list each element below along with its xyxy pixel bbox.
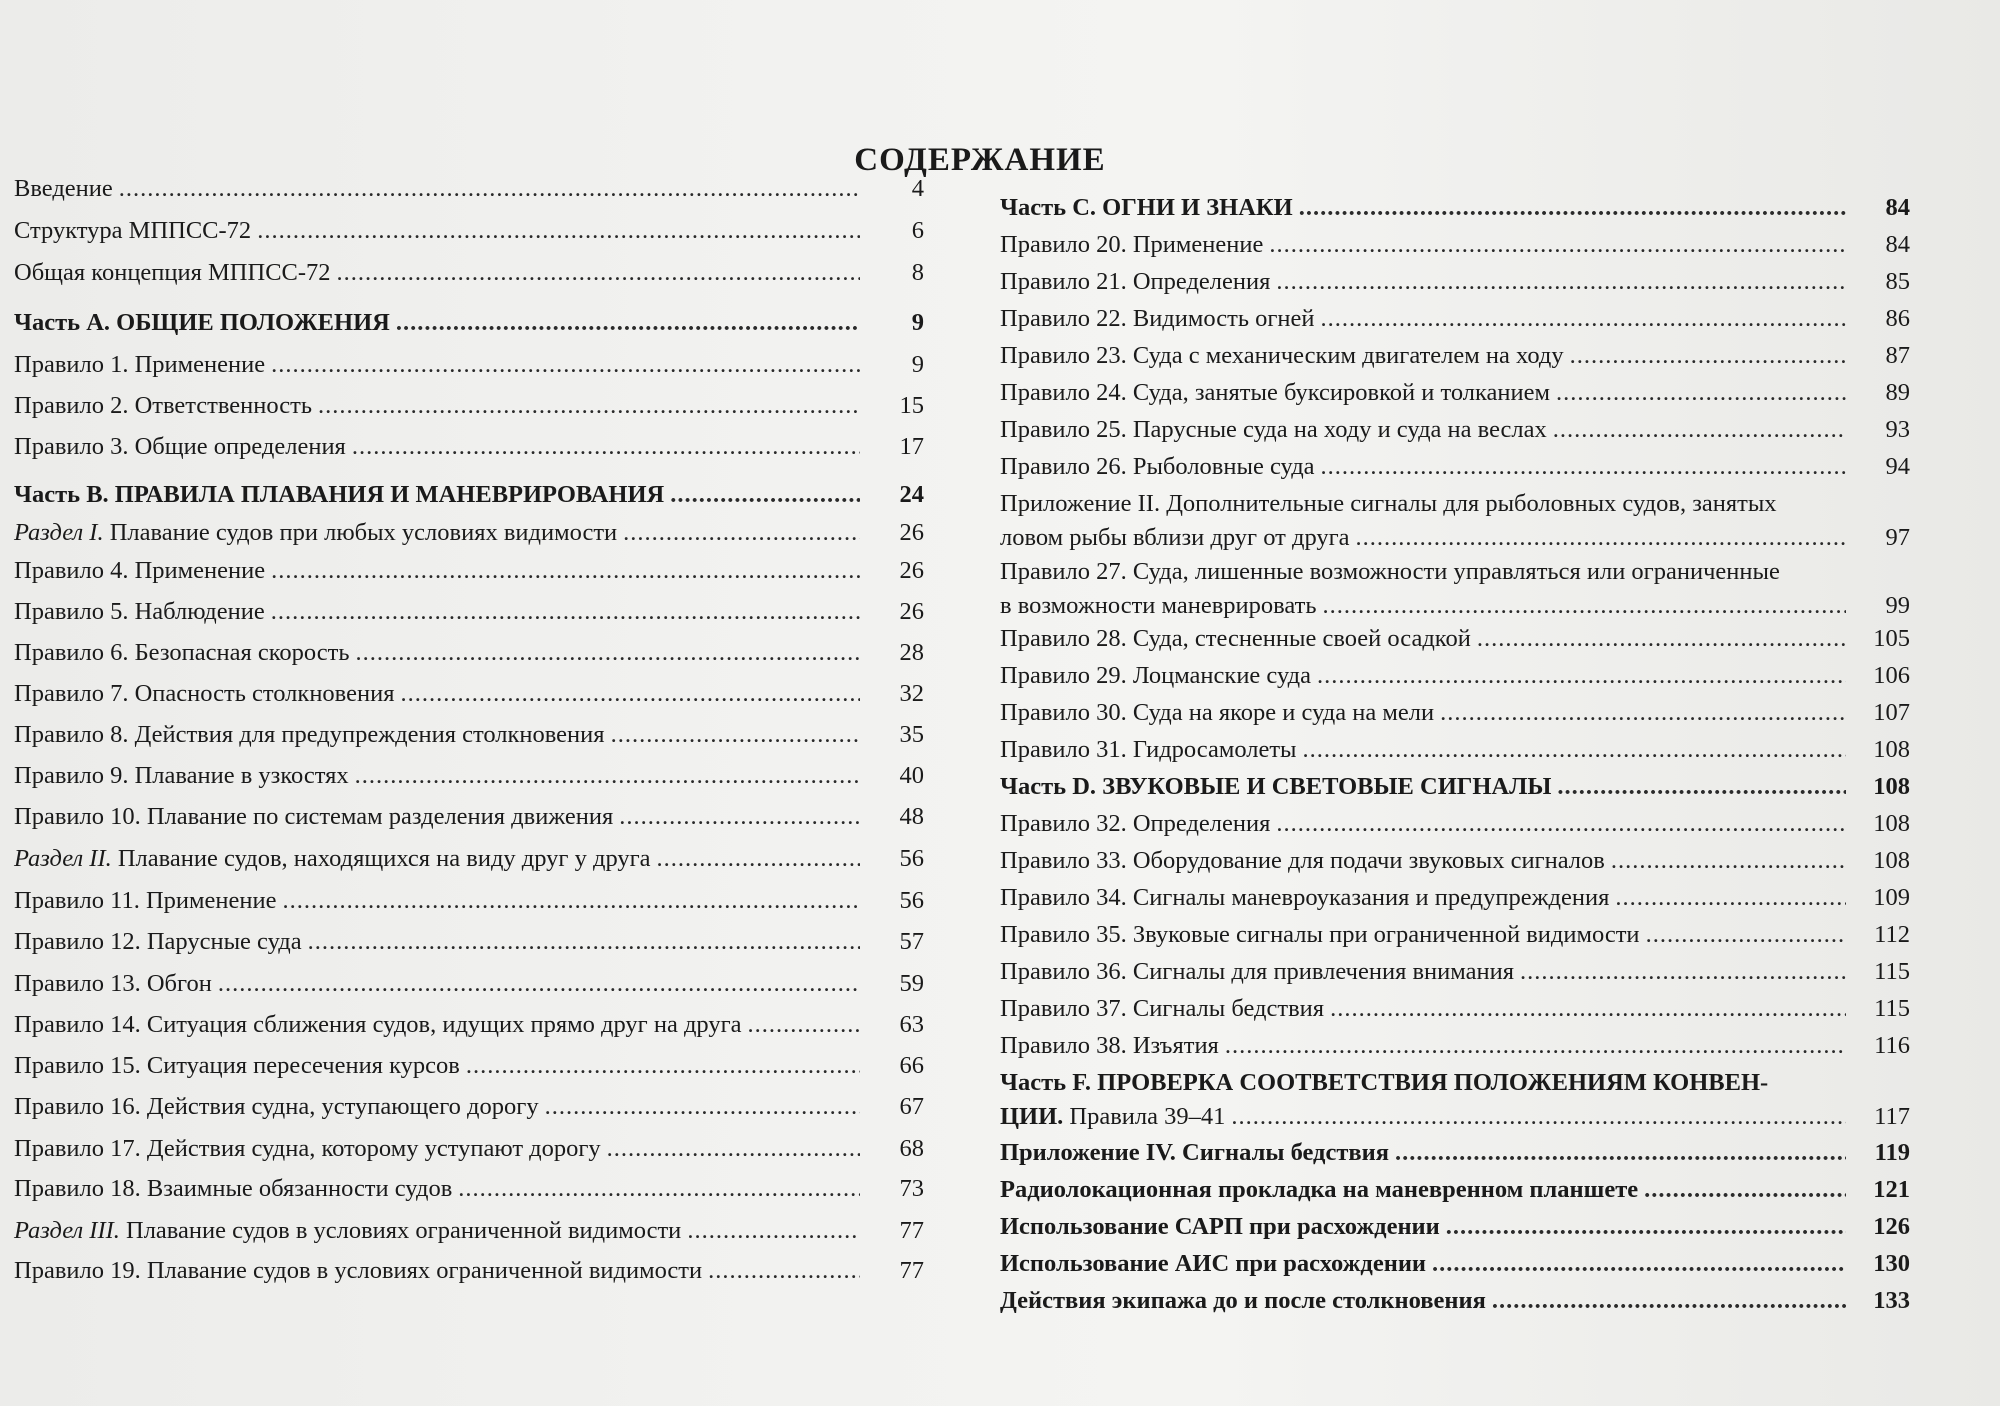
toc-page-number: 117: [1874, 1103, 1910, 1130]
toc-entry: [14, 718, 924, 752]
toc-page-number: 97: [1885, 524, 1910, 551]
dot-leader: [545, 1090, 860, 1124]
dot-leader: [1303, 733, 1846, 767]
dot-leader: [282, 884, 860, 918]
toc-entry-title: в возможности маневрировать: [1000, 592, 1317, 619]
toc-entry-multiline: [1000, 555, 1910, 623]
toc-page-number: 121: [1873, 1176, 1910, 1203]
toc-part-heading: [1000, 1173, 1910, 1207]
toc-entry: [1000, 1029, 1910, 1063]
toc-entry: [1000, 733, 1910, 767]
toc-page-number: 93: [1885, 416, 1910, 443]
toc-page-number: 28: [899, 639, 924, 666]
toc-page-number: 112: [1874, 921, 1910, 948]
toc-entry-title: Правило 9. Плавание в узкостях: [14, 762, 349, 789]
toc-entry: [14, 800, 924, 834]
toc-entry-title: Правило 19. Плавание судов в условиях ограниченной видимости: [14, 1257, 703, 1284]
dot-leader: [218, 967, 860, 1001]
dot-leader: [458, 1172, 860, 1206]
toc-entry-title: Использование АИС при расхождении: [1000, 1250, 1427, 1277]
dot-leader: [1317, 659, 1846, 693]
toc-entry-title: Правило 33. Оборудование для подачи звуковых сигналов: [1000, 847, 1605, 874]
toc-entry-title: Правила 39–41: [1063, 1103, 1226, 1130]
toc-part-heading: [14, 478, 924, 512]
toc-entry-title: Приложение IV. Сигналы бедствия: [1000, 1139, 1389, 1166]
toc-page-number: 106: [1873, 662, 1910, 689]
dot-leader: [1646, 918, 1846, 952]
dot-leader: [1477, 622, 1846, 656]
dot-leader: [308, 925, 860, 959]
toc-section-label: Раздел III.: [14, 1217, 120, 1244]
toc-page-number: 26: [899, 598, 924, 625]
dot-leader: [1330, 992, 1846, 1026]
toc-page-number: 67: [899, 1093, 924, 1120]
toc-page-number: 99: [1885, 592, 1910, 619]
toc-entry-title-line1: Правило 27. Суда, лишенные возможности управляться или ограниченные: [1000, 558, 1780, 585]
dot-leader: [607, 1132, 860, 1166]
dot-leader: [687, 1214, 860, 1248]
toc-entry: [14, 430, 924, 464]
toc-entry: [14, 925, 924, 959]
toc-entry-title: Правило 14. Ситуация сближения судов, идущих прямо друг на друга: [14, 1011, 742, 1038]
toc-entry-title: Правило 6. Безопасная скорость: [14, 639, 350, 666]
toc-entry: [14, 1254, 924, 1288]
toc-page-number: 35: [899, 721, 924, 748]
toc-entry: [14, 595, 924, 629]
dot-leader: [1492, 1284, 1846, 1318]
toc-page-number: 109: [1873, 884, 1910, 911]
toc-entry-title: Правило 32. Определения: [1000, 810, 1271, 837]
dot-leader: [1556, 376, 1846, 410]
toc-page-number: 119: [1874, 1139, 1910, 1166]
toc-page-number: 126: [1873, 1213, 1910, 1240]
toc-entry: [14, 1008, 924, 1042]
dot-leader: [396, 306, 860, 340]
dot-leader: [271, 595, 860, 629]
toc-part-heading: [1000, 1136, 1910, 1170]
page-title: СОДЕРЖАНИЕ: [854, 142, 1106, 178]
toc-part-heading-multiline: [1000, 1066, 1910, 1134]
toc-entry: [14, 884, 924, 918]
toc-entry-title: Правило 38. Изъятия: [1000, 1032, 1219, 1059]
toc-page-number: 57: [899, 928, 924, 955]
toc-page-number: 59: [899, 970, 924, 997]
toc-entry-title: Правило 4. Применение: [14, 557, 266, 584]
dot-leader: [466, 1049, 860, 1083]
toc-entry-title: Правило 24. Суда, занятые буксировкой и толканием: [1000, 379, 1551, 406]
dot-leader: [1615, 881, 1846, 915]
toc-entry-title: Правило 10. Плавание по системам разделения движения: [14, 803, 614, 830]
toc-section-entry: [14, 1214, 924, 1248]
dot-leader: [708, 1254, 860, 1288]
toc-entry: [14, 1172, 924, 1206]
dot-leader: [356, 636, 860, 670]
dot-leader: [1356, 521, 1846, 555]
dot-leader: [1321, 450, 1846, 484]
dot-leader: [1520, 955, 1846, 989]
toc-entry: [14, 554, 924, 588]
toc-entry: [14, 348, 924, 382]
toc-page-number: 8: [911, 259, 924, 286]
dot-leader: [619, 800, 860, 834]
toc-page-number: 84: [1885, 231, 1910, 258]
toc-entry-title: Правило 36. Сигналы для привлечения внимания: [1000, 958, 1514, 985]
toc-entry-title: Правило 35. Звуковые сигналы при ограниченной видимости: [1000, 921, 1640, 948]
toc-page-number: 66: [899, 1052, 924, 1079]
toc-section-entry: [14, 842, 924, 876]
toc-entry-title: Часть B. ПРАВИЛА ПЛАВАНИЯ И МАНЕВРИРОВАНИЯ: [14, 481, 665, 508]
toc-entry: [1000, 376, 1910, 410]
dot-leader: [271, 554, 860, 588]
toc-section-label: Раздел II.: [14, 845, 112, 872]
dot-leader: [1446, 1210, 1846, 1244]
toc-part-heading: [1000, 1247, 1910, 1281]
toc-page-number: 115: [1874, 995, 1910, 1022]
toc-entry: [1000, 265, 1910, 299]
toc-entry-title-line1: Часть F. ПРОВЕРКА СООТВЕТСТВИЯ ПОЛОЖЕНИЯМ КОНВЕН-: [1000, 1069, 1769, 1096]
dot-leader: [1276, 265, 1846, 299]
toc-page-number: 89: [1885, 379, 1910, 406]
toc-entry-multiline: [1000, 487, 1910, 555]
dot-leader: [257, 214, 860, 248]
toc-page-number: 32: [899, 680, 924, 707]
dot-leader: [1231, 1100, 1846, 1134]
toc-entry: [1000, 413, 1910, 447]
toc-section-label: Раздел I.: [14, 519, 104, 546]
toc-entry-title: Правило 29. Лоцманские суда: [1000, 662, 1312, 689]
toc-page-number: 77: [899, 1257, 924, 1284]
toc-page-number: 108: [1873, 847, 1910, 874]
toc-page-number: 26: [899, 557, 924, 584]
toc-page-number: 130: [1873, 1250, 1910, 1277]
toc-entry-title: Правило 13. Обгон: [14, 970, 212, 997]
dot-leader: [400, 677, 860, 711]
toc-entry-title: Правило 18. Взаимные обязанности судов: [14, 1175, 453, 1202]
toc-entry-title: Правило 22. Видимость огней: [1000, 305, 1315, 332]
toc-page-number: 107: [1873, 699, 1910, 726]
toc-entry: [14, 256, 924, 290]
dot-leader: [670, 478, 860, 512]
dot-leader: [1276, 807, 1846, 841]
dot-leader: [1321, 302, 1846, 336]
toc-entry-title: Правило 2. Ответственность: [14, 392, 313, 419]
toc-entry: [1000, 918, 1910, 952]
toc-page-number: 48: [899, 803, 924, 830]
toc-entry-title: Правило 23. Суда с механическим двигателем на ходу: [1000, 342, 1564, 369]
toc-page-number: 85: [1885, 268, 1910, 295]
dot-leader: [1299, 191, 1846, 225]
toc-entry: [14, 677, 924, 711]
toc-page-number: 9: [911, 351, 924, 378]
toc-entry-title: ловом рыбы вблизи друг от друга: [1000, 524, 1350, 551]
dot-leader: [1269, 228, 1846, 262]
toc-entry-title: Правило 12. Парусные суда: [14, 928, 302, 955]
toc-entry-title: Часть A. ОБЩИЕ ПОЛОЖЕНИЯ: [14, 309, 390, 336]
toc-entry-title: Правило 7. Опасность столкновения: [14, 680, 395, 707]
toc-entry: [1000, 696, 1910, 730]
toc-page-number: 63: [899, 1011, 924, 1038]
toc-entry: [1000, 622, 1910, 656]
dot-leader: [1611, 844, 1846, 878]
toc-entry: [1000, 844, 1910, 878]
toc-entry-title: Структура МППСС-72: [14, 217, 252, 244]
dot-leader: [1553, 413, 1846, 447]
toc-entry-title: Радиолокационная прокладка на маневренном планшете: [1000, 1176, 1639, 1203]
toc-entry: [1000, 228, 1910, 262]
toc-page-number: 6: [911, 217, 924, 244]
toc-entry-title: Правило 21. Определения: [1000, 268, 1271, 295]
toc-page-number: 115: [1874, 958, 1910, 985]
toc-section-entry: [14, 516, 924, 550]
toc-page-number: 108: [1873, 736, 1910, 763]
toc-page-number: 108: [1873, 773, 1910, 800]
toc-page-number: 56: [899, 845, 924, 872]
toc-page-number: 56: [899, 887, 924, 914]
toc-page-number: 116: [1874, 1032, 1910, 1059]
toc-page-number: 68: [899, 1135, 924, 1162]
toc-entry-title: Правило 3. Общие определения: [14, 433, 346, 460]
toc-entry-title: Правило 30. Суда на якоре и суда на мели: [1000, 699, 1435, 726]
toc-page-number: 108: [1873, 810, 1910, 837]
toc-page-number: 94: [1885, 453, 1910, 480]
toc-entry: [14, 636, 924, 670]
toc-entry: [14, 967, 924, 1001]
toc-entry-title: Плавание судов в условиях ограниченной видимости: [119, 1217, 682, 1244]
toc-entry-title: Действия экипажа до и после столкновения: [1000, 1287, 1486, 1314]
toc-page-number: 15: [899, 392, 924, 419]
toc-entry-title: Правило 34. Сигналы маневроуказания и предупреждения: [1000, 884, 1610, 911]
toc-page-number: 17: [899, 433, 924, 460]
toc-entry-title: Часть D. ЗВУКОВЫЕ И СВЕТОВЫЕ СИГНАЛЫ: [1000, 773, 1552, 800]
dot-leader: [271, 348, 860, 382]
toc-page-number: 40: [899, 762, 924, 789]
dot-leader: [1440, 696, 1846, 730]
toc-page-number: 87: [1885, 342, 1910, 369]
dot-leader: [1557, 770, 1846, 804]
dot-leader: [1395, 1136, 1846, 1170]
toc-entry-title-prefix: ЦИИ.: [1000, 1103, 1064, 1130]
toc-entry: [1000, 807, 1910, 841]
toc-page-number: 73: [899, 1175, 924, 1202]
dot-leader: [1570, 339, 1846, 373]
toc-entry: [1000, 992, 1910, 1026]
toc-entry-title: Использование САРП при расхождении: [1000, 1213, 1440, 1240]
toc-entry: [1000, 450, 1910, 484]
dot-leader: [611, 718, 860, 752]
toc-entry-title: Правило 1. Применение: [14, 351, 266, 378]
dot-leader: [119, 172, 860, 206]
toc-entry-title: Правило 37. Сигналы бедствия: [1000, 995, 1325, 1022]
toc-entry-title-line1: Приложение II. Дополнительные сигналы для рыболовных судов, занятых: [1000, 490, 1777, 517]
dot-leader: [352, 430, 860, 464]
toc-entry-title: Правило 11. Применение: [14, 887, 277, 914]
toc-part-heading: [1000, 1284, 1910, 1318]
toc-page-number: 9: [911, 309, 924, 336]
toc-page-number: 4: [911, 175, 924, 202]
toc-entry-title: Правило 15. Ситуация пересечения курсов: [14, 1052, 460, 1079]
toc-entry-title: Общая концепция МППСС-72: [14, 259, 331, 286]
toc-page-number: 84: [1885, 194, 1910, 221]
dot-leader: [1323, 589, 1846, 623]
dot-leader: [1225, 1029, 1846, 1063]
toc-page-number: 105: [1873, 625, 1910, 652]
toc-entry-title: Плавание судов при любых условиях видимости: [103, 519, 618, 546]
dot-leader: [355, 759, 860, 793]
toc-page-number: 133: [1873, 1287, 1910, 1314]
dot-leader: [318, 389, 860, 423]
toc-entry: [14, 759, 924, 793]
toc-part-heading: [14, 306, 924, 340]
toc-entry-title: Правило 5. Наблюдение: [14, 598, 265, 625]
dot-leader: [1644, 1173, 1846, 1207]
toc-entry-title: Правило 31. Гидросамолеты: [1000, 736, 1297, 763]
toc-entry-title: Часть C. ОГНИ И ЗНАКИ: [1000, 194, 1293, 221]
toc-part-heading: [1000, 770, 1910, 804]
toc-entry-title: Плавание судов, находящихся на виду друг у друга: [111, 845, 651, 872]
toc-entry: [1000, 659, 1910, 693]
toc-entry-title: Правило 28. Суда, стесненные своей осадкой: [1000, 625, 1471, 652]
toc-entry: [14, 1132, 924, 1166]
toc-entry: [1000, 339, 1910, 373]
toc-entry: [14, 1090, 924, 1124]
toc-entry: [14, 1049, 924, 1083]
toc-entry: [1000, 302, 1910, 336]
toc-page-number: 86: [1885, 305, 1910, 332]
toc-page-number: 26: [899, 519, 924, 546]
toc-part-heading: [1000, 1210, 1910, 1244]
toc-entry-title: Правило 26. Рыболовные суда: [1000, 453, 1315, 480]
dot-leader: [1432, 1247, 1846, 1281]
toc-entry-title: Правило 17. Действия судна, которому уступают дорогу: [14, 1135, 601, 1162]
dot-leader: [337, 256, 860, 290]
toc-entry-title: Правило 20. Применение: [1000, 231, 1264, 258]
toc-part-heading: [1000, 191, 1910, 225]
dot-leader: [623, 516, 860, 550]
toc-entry-title: Правило 25. Парусные суда на ходу и суда на веслах: [1000, 416, 1547, 443]
toc-page-number: 24: [899, 481, 924, 508]
toc-entry: [14, 172, 924, 206]
toc-entry: [1000, 881, 1910, 915]
dot-leader: [657, 842, 860, 876]
toc-entry: [14, 214, 924, 248]
toc-page-number: 77: [899, 1217, 924, 1244]
toc-entry: [14, 389, 924, 423]
dot-leader: [748, 1008, 860, 1042]
toc-entry-title: Правило 16. Действия судна, уступающего дорогу: [14, 1093, 539, 1120]
toc-entry-title: Введение: [14, 175, 113, 202]
toc-entry: [1000, 955, 1910, 989]
toc-entry-title: Правило 8. Действия для предупреждения столкновения: [14, 721, 605, 748]
